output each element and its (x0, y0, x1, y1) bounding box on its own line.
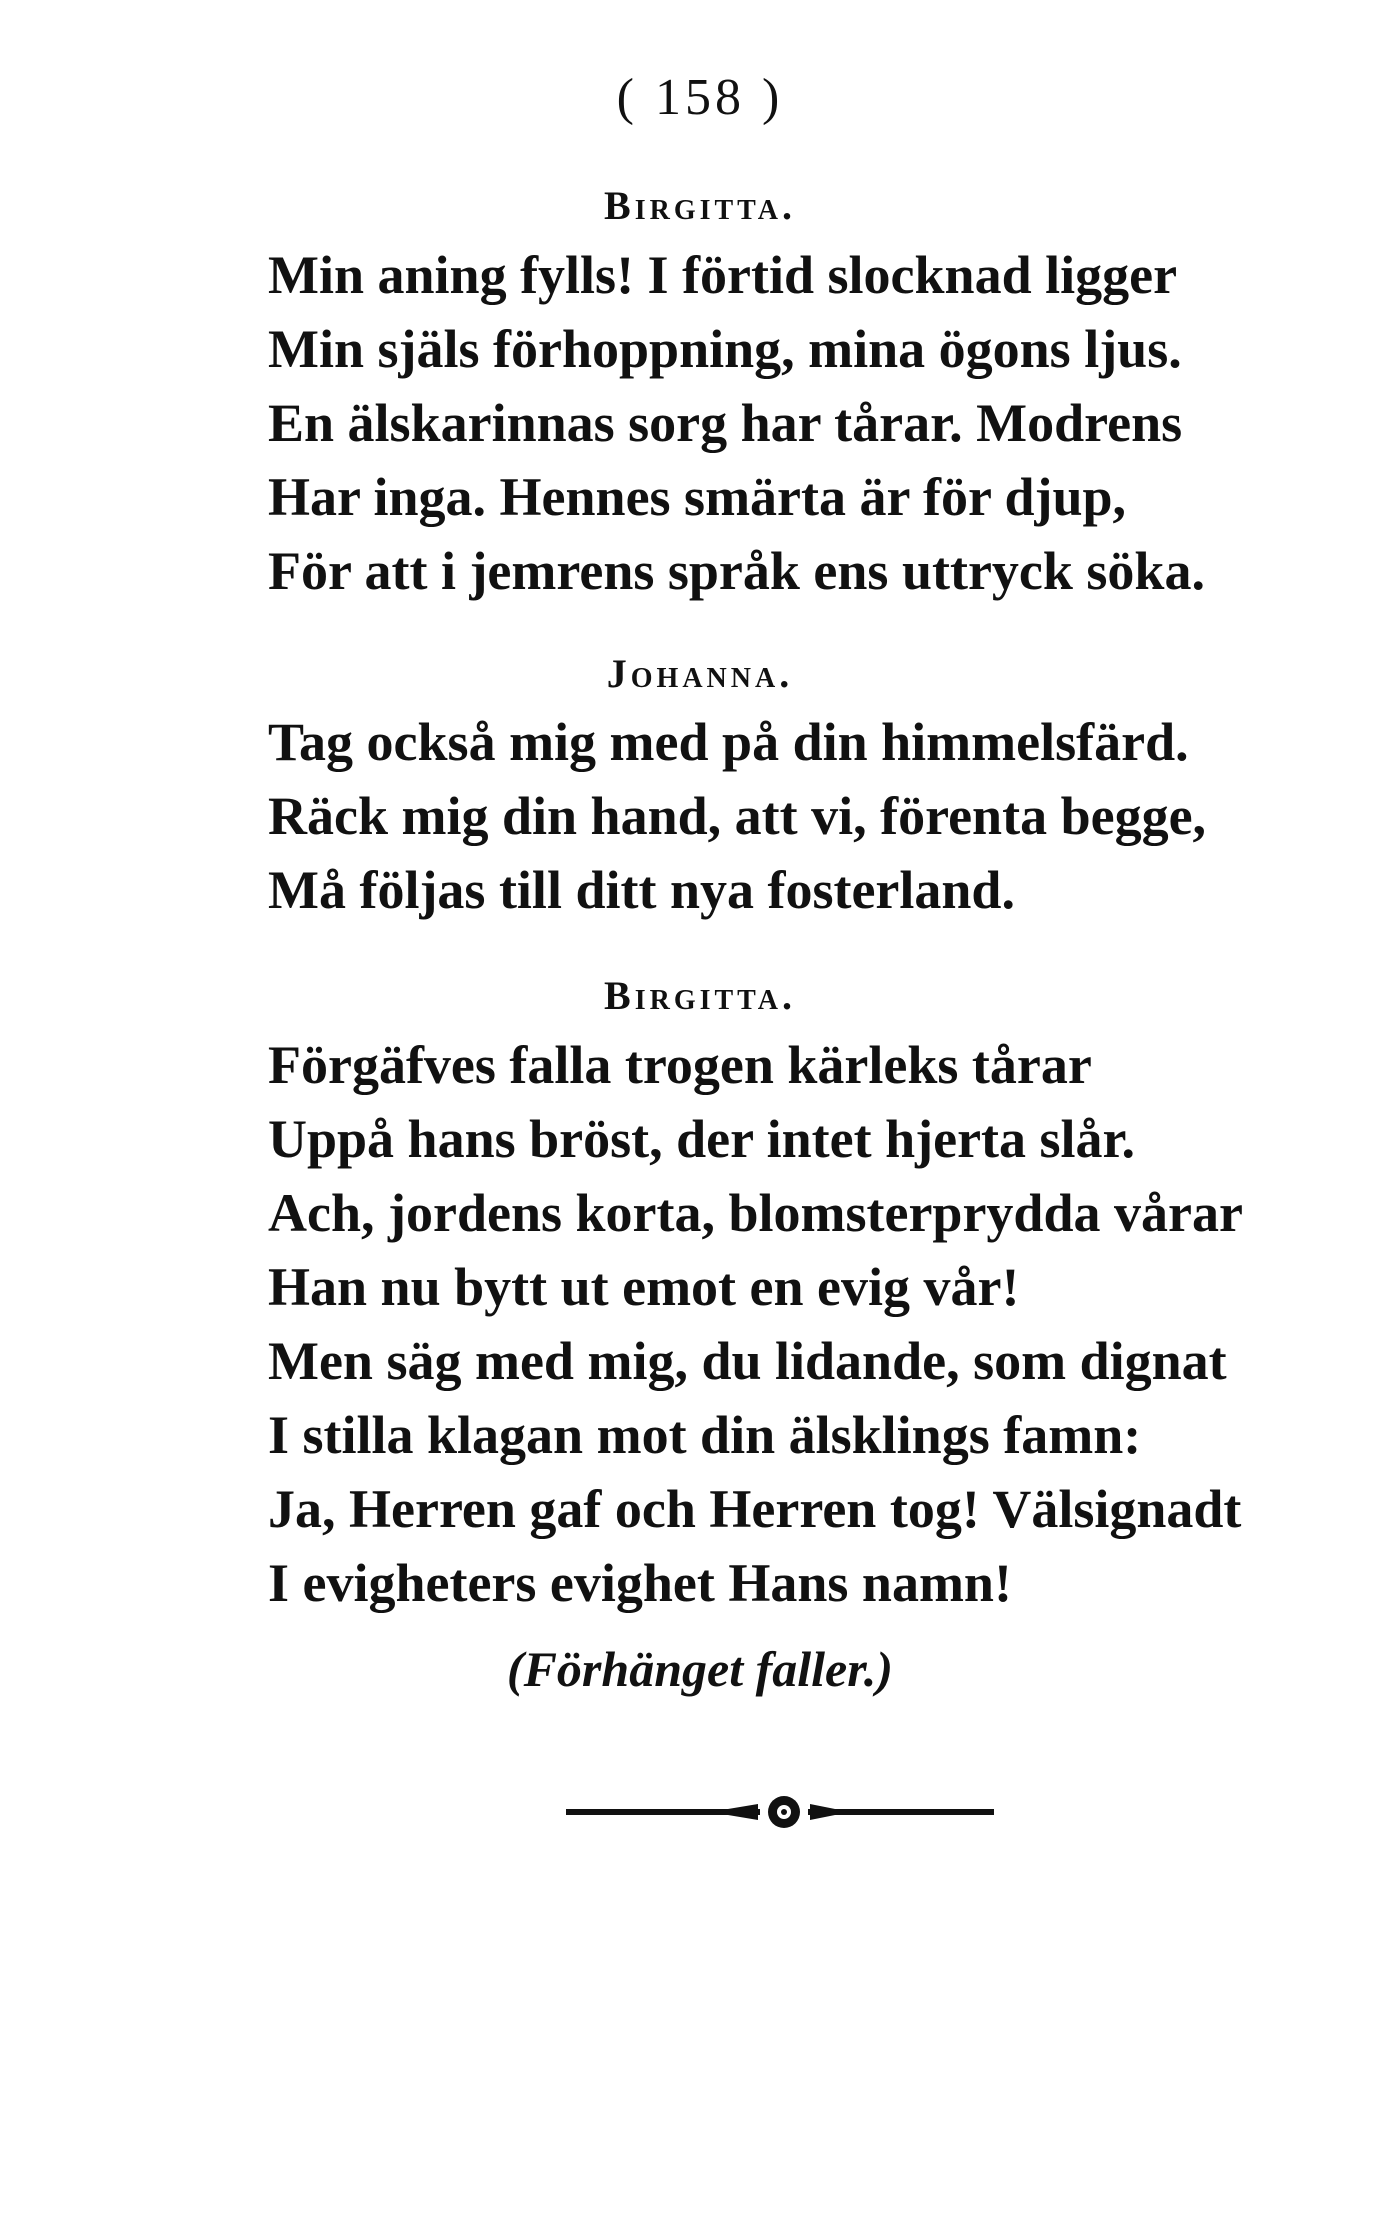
verse-line: I stilla klagan mot din älsklings famn: (268, 1405, 1142, 1465)
speaker-name-birgitta-1: Birgitta. (604, 183, 796, 228)
verse-block-3 (268, 1028, 1278, 1620)
ornamental-rule-icon (560, 1790, 1000, 1834)
verse-line: Må följas till ditt nya fosterland. (268, 860, 1015, 920)
verse-line: Men säg med mig, du lidande, som dignat (268, 1331, 1227, 1391)
page-number: ( 158 ) (616, 69, 784, 126)
verse-line: Tag också mig med på din himmelsfärd. (268, 712, 1189, 772)
verse-line: Ach, jordens korta, blomsterprydda vårar (268, 1183, 1243, 1243)
verse-line: Räck mig din hand, att vi, förenta begge, (268, 786, 1207, 846)
verse-line: I evigheters evighet Hans namn! (268, 1553, 1012, 1613)
verse-line: En älskarinnas sorg har tårar. Modrens (268, 393, 1183, 453)
verse-line: För att i jemrens språk ens uttryck söka. (268, 541, 1205, 601)
speaker-name-johanna: Johanna. (606, 651, 794, 696)
verse-line: Min själs förhoppning, mina ögons ljus. (268, 319, 1182, 379)
verse-line: Han nu bytt ut emot en evig vår! (268, 1257, 1020, 1317)
stage-direction: (Förhänget faller.) (506, 1641, 894, 1697)
verse-line: Ja, Herren gaf och Herren tog! Välsignadt (268, 1479, 1242, 1539)
verse-block-2 (268, 705, 1278, 927)
verse-line: Min aning fylls! I förtid slocknad ligger (268, 245, 1178, 305)
verse-line: Uppå hans bröst, der intet hjerta slår. (268, 1109, 1136, 1169)
speaker-name-birgitta-2: Birgitta. (604, 973, 796, 1018)
verse-line: Förgäfves falla trogen kärleks tårar (268, 1035, 1092, 1095)
verse-line: Har inga. Hennes smärta är för djup, (268, 467, 1127, 527)
verse-block-1 (268, 238, 1278, 608)
